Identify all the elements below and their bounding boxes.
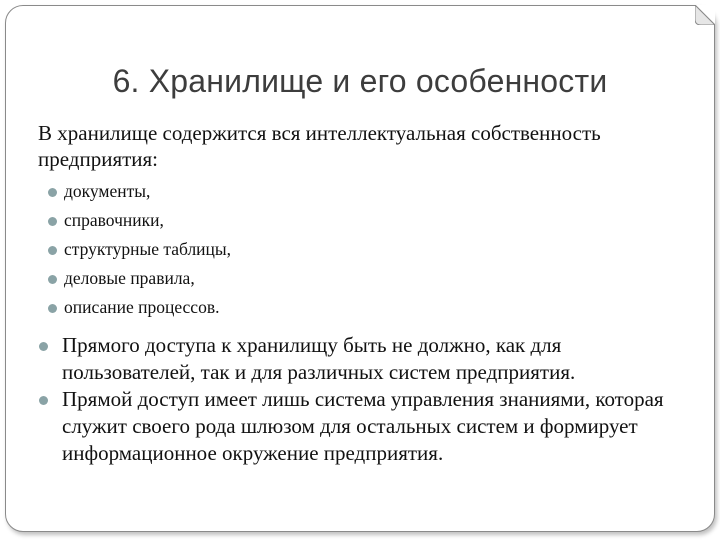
main-list-item: Прямого доступа к хранилищу быть не должно, как для пользователей, так и для различных систем предприятия. <box>38 332 698 386</box>
bullet-icon <box>39 342 48 351</box>
sub-list <box>38 177 698 322</box>
page-fold-corner <box>695 5 715 25</box>
intro-paragraph: В хранилище содержится вся интеллектуальная собственность предприятия: <box>38 121 601 171</box>
bullet-icon <box>48 304 57 313</box>
sub-list-item: структурные таблицы, <box>38 235 698 264</box>
sub-list-item: описание процессов. <box>38 293 698 322</box>
bullet-icon <box>39 396 48 405</box>
main-list-item: Прямой доступ имеет лишь система управления знаниями, которая служит своего рода шлюзом для остальных систем и формирует информационное окружение предприятия. <box>38 386 698 467</box>
sub-list-item: документы, <box>38 177 698 206</box>
sub-list-item: справочники, <box>38 206 698 235</box>
bullet-icon <box>48 217 57 226</box>
sub-list-item: деловые правила, <box>38 264 698 293</box>
slide-title: 6. Хранилище и его особенности <box>112 63 608 99</box>
bullet-icon <box>48 188 57 197</box>
bullet-icon <box>48 246 57 255</box>
bullet-icon <box>48 275 57 284</box>
main-list <box>38 332 698 467</box>
slide-content <box>38 120 698 467</box>
